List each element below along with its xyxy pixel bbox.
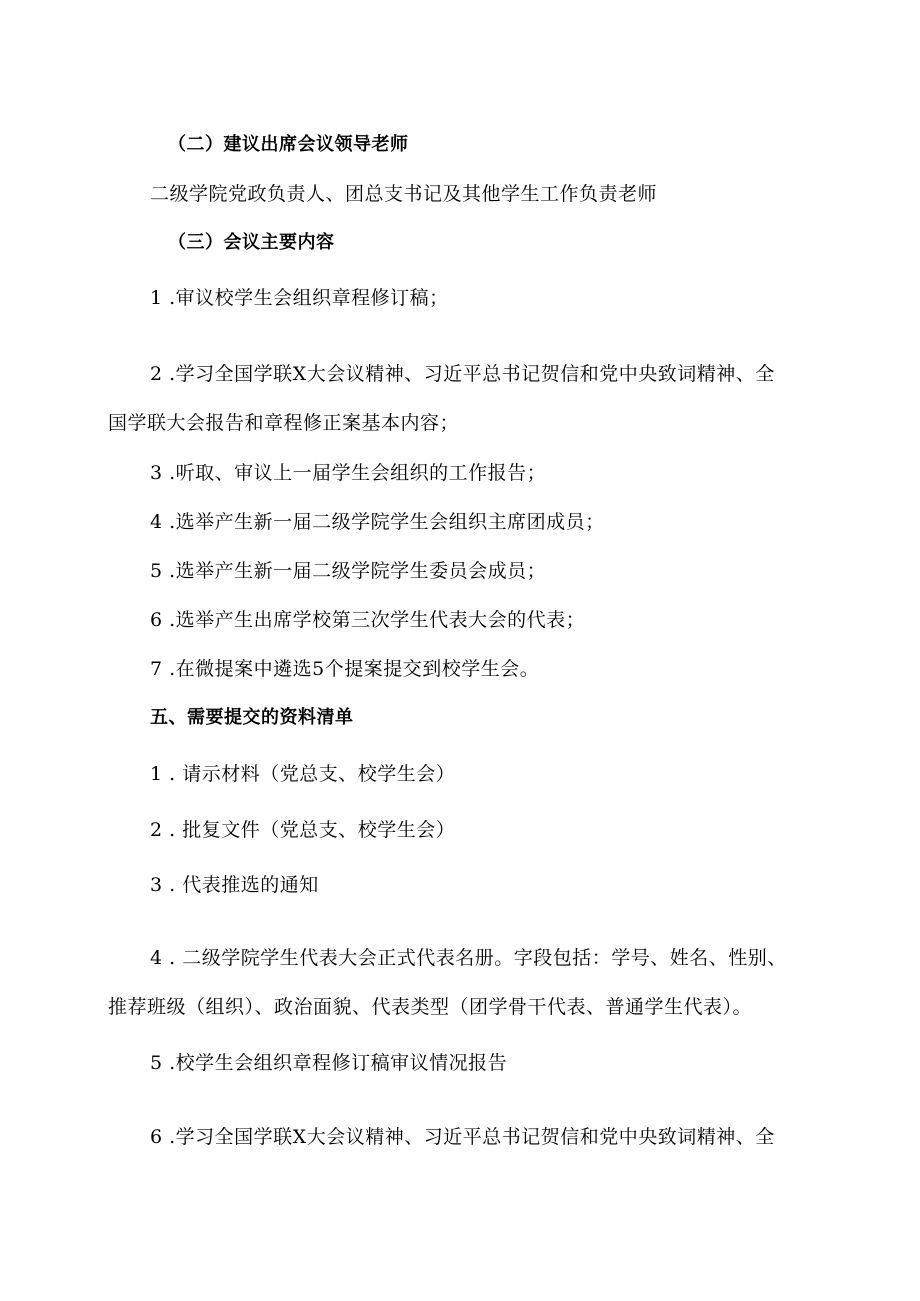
material-item-3: 3 . 代表推选的通知	[150, 874, 319, 896]
agenda-item-1: 1 .审议校学生会组织章程修订稿；	[150, 287, 449, 309]
material-item-4-continued: 推荐班级（组织）、政治面貌、代表类型（团学骨干代表、普通学生代表）。	[108, 996, 753, 1018]
material-item-5: 5 .校学生会组织章程修订稿审议情况报告	[150, 1052, 508, 1074]
agenda-item-6: 6 .选举产生出席学校第三次学生代表大会的代表；	[150, 609, 586, 631]
material-item-6: 6 .学习全国学联X大会议精神、习近平总书记贺信和党中央致词精神、全	[150, 1126, 775, 1148]
section-2-body: 二级学院党政负责人、团总支书记及其他学生工作负责老师	[150, 183, 658, 205]
agenda-item-4: 4 .选举产生新一届二级学院学生会组织主席团成员；	[150, 511, 605, 533]
section-3-heading: （三）会议主要内容	[168, 232, 335, 253]
agenda-item-2: 2 .学习全国学联X大会议精神、习近平总书记贺信和党中央致词精神、全	[150, 363, 775, 385]
agenda-item-2-continued: 国学联大会报告和章程修正案基本内容；	[108, 412, 460, 434]
section-2-heading: （二）建议出席会议领导老师	[168, 134, 409, 155]
section-5-heading: 五、需要提交的资料清单	[150, 707, 354, 728]
material-item-1: 1 . 请示材料（党总支、校学生会）	[150, 763, 456, 785]
agenda-item-3: 3 .听取、审议上一届学生会组织的工作报告；	[150, 462, 547, 484]
agenda-item-5: 5 .选举产生新一届二级学院学生委员会成员；	[150, 560, 547, 582]
material-item-4: 4 . 二级学院学生代表大会正式代表名册。字段包括：学号、姓名、性别、	[150, 947, 787, 969]
material-item-2: 2 . 批复文件（党总支、校学生会）	[150, 819, 456, 841]
agenda-item-7: 7 .在微提案中遴选5个提案提交到校学生会。	[150, 658, 540, 680]
